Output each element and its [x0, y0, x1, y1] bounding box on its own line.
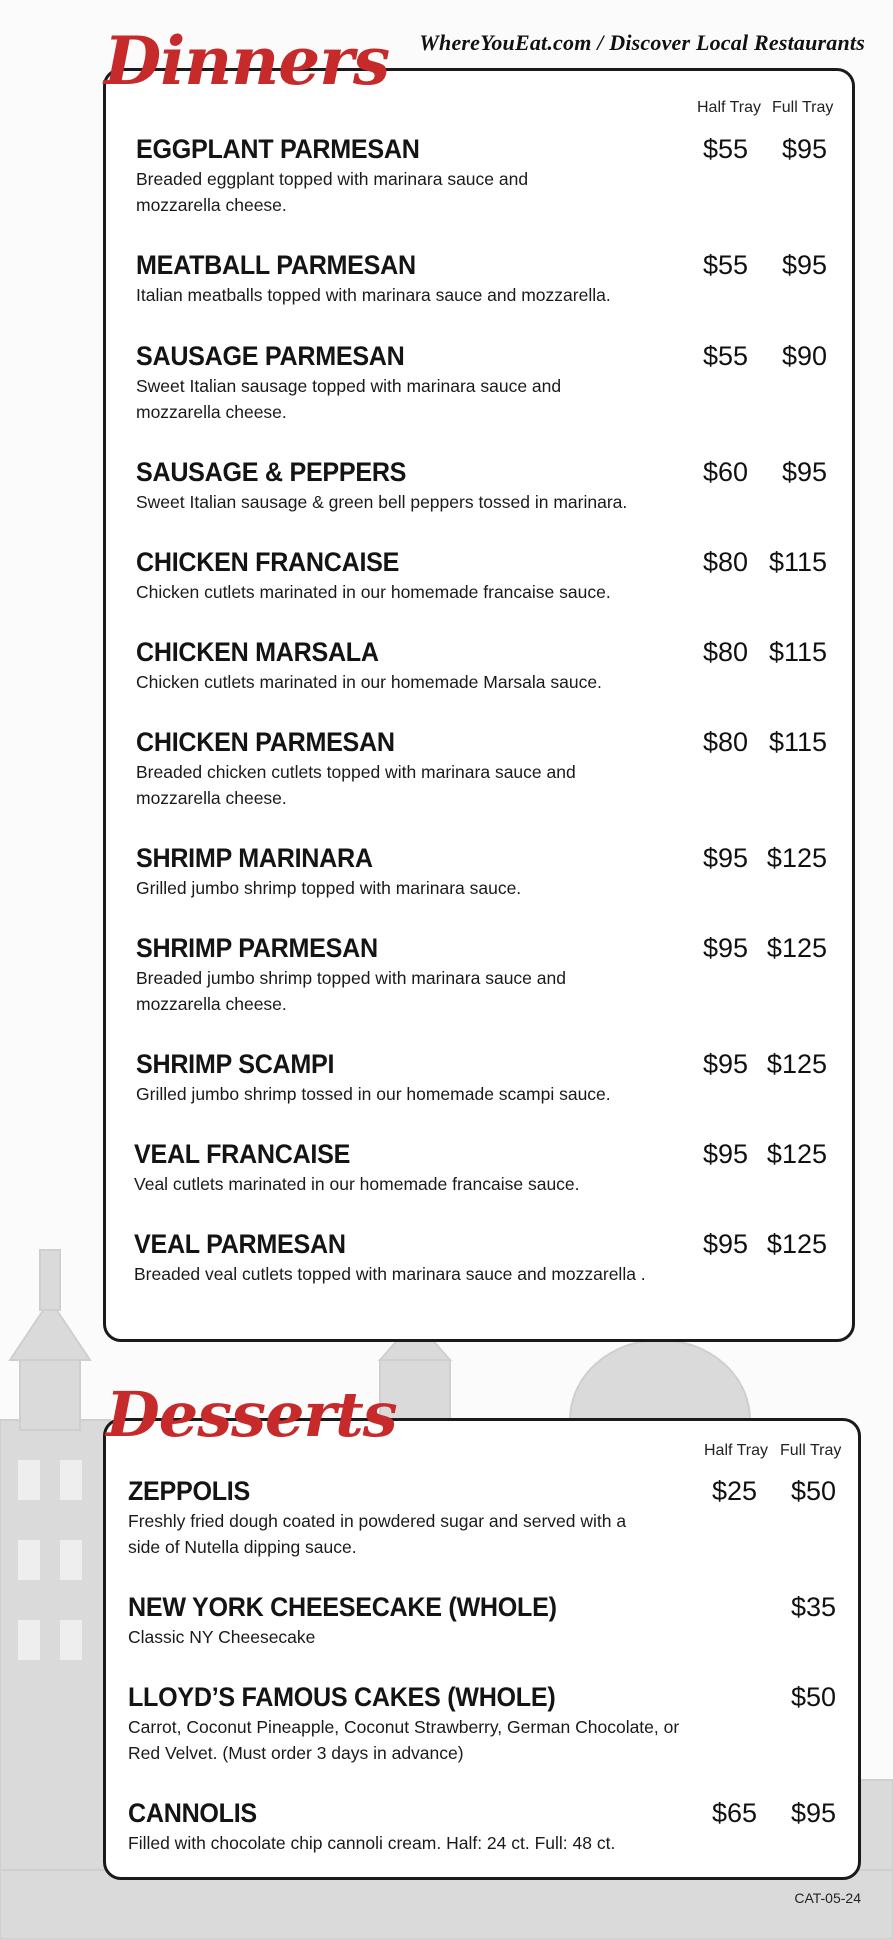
- menu-item-description: Freshly fried dough coated in powdered sugar and served with a side of Nutella dipping sauce.: [128, 1511, 627, 1557]
- menu-item-description: Grilled jumbo shrimp tossed in our homemade scampi sauce.: [136, 1084, 611, 1104]
- menu-item: [136, 1049, 696, 1107]
- menu-item-name: CHICKEN MARSALA: [136, 637, 379, 667]
- full-tray-price: $95: [781, 457, 827, 487]
- full-tray-price: $50: [790, 1476, 836, 1506]
- menu-item-description: Sweet Italian sausage & green bell peppers tossed in marinara.: [136, 492, 628, 512]
- full-tray-price: $50: [790, 1682, 836, 1712]
- menu-item-name: EGGPLANT PARMESAN: [136, 134, 420, 164]
- menu-item-name: SAUSAGE PARMESAN: [136, 341, 405, 371]
- menu-item-name: VEAL PARMESAN: [134, 1229, 346, 1259]
- menu-item: [128, 1798, 688, 1856]
- menu-item-name: LLOYD’S FAMOUS CAKES (WHOLE): [128, 1682, 556, 1712]
- half-tray-price: $60: [702, 457, 748, 487]
- menu-item-name: SHRIMP MARINARA: [136, 843, 373, 873]
- menu-item: [136, 250, 696, 308]
- menu-item: [136, 637, 696, 695]
- half-tray-price: $55: [702, 134, 748, 164]
- menu-item-name: VEAL FRANCAISE: [134, 1139, 351, 1169]
- full-tray-price: $90: [781, 341, 827, 371]
- full-tray-price: $35: [790, 1592, 836, 1622]
- half-tray-price: $95: [702, 843, 748, 873]
- full-tray-price: $125: [766, 1049, 827, 1079]
- full-tray-price: $95: [781, 250, 827, 280]
- menu-item-description: Breaded veal cutlets topped with marinara sauce and mozzarella .: [134, 1264, 646, 1284]
- desserts-full-tray-header: Full Tray: [780, 1442, 842, 1459]
- full-tray-price: $115: [768, 727, 827, 757]
- menu-item: [136, 547, 696, 605]
- desserts-half-tray-header: Half Tray: [704, 1442, 769, 1459]
- half-tray-price: $95: [702, 1229, 748, 1259]
- full-tray-price: $95: [790, 1798, 836, 1828]
- menu-item: [128, 1476, 628, 1560]
- full-tray-price: $115: [768, 637, 827, 667]
- watermark-text: WhereYouEat.com / Discover Local Restaurants: [419, 30, 865, 55]
- menu-item-description: Chicken cutlets marinated in our homemade Marsala sauce.: [136, 672, 602, 692]
- menu-item-description: Veal cutlets marinated in our homemade francaise sauce.: [134, 1174, 580, 1194]
- full-tray-price: $95: [781, 134, 827, 164]
- menu-item: [136, 727, 626, 811]
- menu-item: [136, 933, 566, 1017]
- menu-item: [134, 1139, 694, 1197]
- menu-item-name: CHICKEN PARMESAN: [136, 727, 395, 757]
- menu-item-description: Breaded jumbo shrimp topped with marinara sauce and mozzarella cheese.: [136, 968, 566, 1014]
- menu-item-name: CHICKEN FRANCAISE: [136, 547, 400, 577]
- menu-item-description: Chicken cutlets marinated in our homemade francaise sauce.: [136, 582, 611, 602]
- menu-item-name: SAUSAGE & PEPPERS: [136, 457, 407, 487]
- half-tray-price: $80: [702, 727, 748, 757]
- menu-item-name: SHRIMP PARMESAN: [136, 933, 378, 963]
- menu-item: [136, 457, 696, 515]
- full-tray-price: $125: [766, 1139, 827, 1169]
- full-tray-price: $115: [768, 547, 827, 577]
- menu-item-name: MEATBALL PARMESAN: [136, 250, 416, 280]
- desserts-title: Desserts: [106, 1378, 397, 1451]
- menu-item-description: Filled with chocolate chip cannoli cream. Half: 24 ct. Full: 48 ct.: [128, 1833, 616, 1853]
- half-tray-price: $80: [702, 637, 748, 667]
- menu-item: [134, 1229, 694, 1287]
- full-tray-price: $125: [766, 933, 827, 963]
- menu-item-description: Sweet Italian sausage topped with marinara sauce and mozzarella cheese.: [136, 376, 562, 422]
- half-tray-price: $55: [702, 250, 748, 280]
- full-tray-price: $125: [766, 843, 827, 873]
- full-tray-price: $125: [766, 1229, 827, 1259]
- menu-item-description: Italian meatballs topped with marinara sauce and mozzarella.: [136, 285, 611, 305]
- menu-item-description: Carrot, Coconut Pineapple, Coconut Strawberry, German Chocolate, or Red Velvet. (Must order 3 days in advance): [128, 1717, 680, 1763]
- dinners-title: Dinners: [104, 22, 390, 100]
- half-tray-price: $95: [702, 933, 748, 963]
- dinners-half-tray-header: Half Tray: [697, 99, 762, 116]
- menu-item: [136, 134, 576, 218]
- menu-item: [128, 1682, 708, 1766]
- half-tray-price: $95: [702, 1049, 748, 1079]
- menu-item-description: Breaded eggplant topped with marinara sauce and mozzarella cheese.: [136, 169, 529, 215]
- menu-item: [136, 341, 606, 425]
- menu-item-description: Grilled jumbo shrimp topped with marinara sauce.: [136, 878, 522, 898]
- menu-item-description: Breaded chicken cutlets topped with marinara sauce and mozzarella cheese.: [136, 762, 576, 808]
- menu-item-name: ZEPPOLIS: [128, 1476, 250, 1506]
- half-tray-price: $55: [702, 341, 748, 371]
- menu-item-name: NEW YORK CHEESECAKE (WHOLE): [128, 1592, 557, 1622]
- half-tray-price: $95: [702, 1139, 748, 1169]
- dinners-full-tray-header: Full Tray: [772, 99, 834, 116]
- menu-item-name: SHRIMP SCAMPI: [136, 1049, 335, 1079]
- half-tray-price: $80: [702, 547, 748, 577]
- menu-item-name: CANNOLIS: [128, 1798, 257, 1828]
- menu-item-description: Classic NY Cheesecake: [128, 1627, 316, 1647]
- menu-item: [128, 1592, 688, 1650]
- half-tray-price: $65: [711, 1798, 757, 1828]
- menu-item: [136, 843, 696, 901]
- catalog-code: CAT-05-24: [794, 1890, 861, 1906]
- half-tray-price: $25: [711, 1476, 757, 1506]
